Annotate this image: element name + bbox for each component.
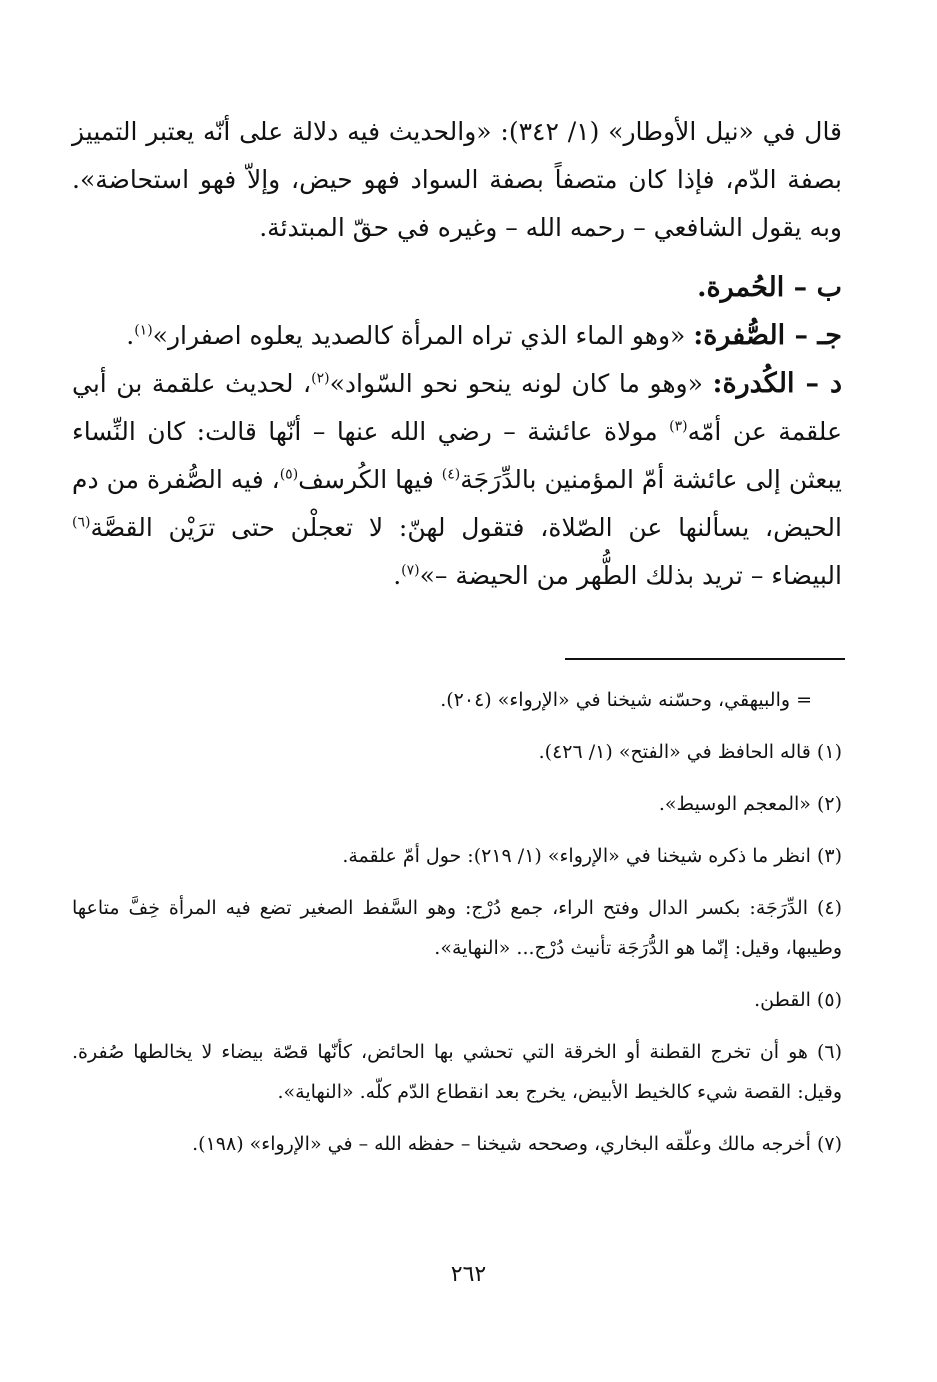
paragraph-kudra — [72, 360, 842, 600]
kudra-hadith-part-1: ، لحديث علقمة بن أبي علقمة عن أمّه — [72, 369, 842, 446]
page-number: ٢٦٢ — [450, 1262, 487, 1287]
footnote-6: (٦) هو أن تخرج القطنة أو الخرقة التي تحشي بها الحائض، كأنّها قصّة بيضاء لا يخالطها صُفرة. وقيل: القصة شيء كالخيط الأبيض، يخرج بعد انقطاع الدّم كلّه. «النهاية». — [72, 1041, 842, 1103]
footnotes-section — [72, 680, 842, 1176]
footnote-ref-2[interactable]: (٢) — [311, 370, 330, 387]
footnote-2: (٢) «المعجم الوسيط». — [658, 793, 842, 815]
kudra-end: . — [393, 561, 402, 590]
paragraph-sufra — [72, 312, 842, 360]
sufra-definition: «وهو الماء الذي تراه المرأة كالصديد يعلوه اصفرار» — [152, 321, 686, 350]
footnote-ref-1[interactable]: (١) — [134, 322, 153, 339]
kudra-hadith-part-5: البيضاء – تريد بذلك الطُّهر من الحيضة –» — [419, 561, 842, 590]
term-sufra: جـ – الصُّفرة: — [693, 320, 842, 351]
kudra-hadith-part-3: فيها الكُرسف — [298, 465, 442, 494]
paragraph-nayl-al-awtar: قال في «نيل الأوطار» (١/ ٣٤٢): «والحديث فيه دلالة على أنّه يعتبر التمييز بصفة الدّم، فإذا كان متصفاً بصفة السواد فهو حيض، وإلاّ فهو استحاضة». وبه يقول الشافعي – رحمه الله – وغيره في حقّ المبتدئة. — [72, 117, 843, 242]
footnote-continuation: = والبيهقي، وحسّنه شيخنا في «الإرواء» (٢٠٤). — [440, 689, 812, 711]
footnote-1: (١) قاله الحافظ في «الفتح» (١/ ٤٢٦). — [538, 741, 842, 763]
footnote-ref-4[interactable]: (٤) — [441, 466, 461, 483]
footnote-ref-7[interactable]: (٧) — [401, 562, 420, 579]
sufra-end: . — [126, 321, 135, 350]
footnote-ref-6[interactable]: (٦) — [72, 514, 91, 531]
footnote-ref-5[interactable]: (٥) — [279, 466, 299, 483]
kudra-hadith-part-4: ، فيه الصُّفرة من دم الحيض، يسألنها عن الصّلاة، فتقول لهنّ: لا تعجلْن حتى ترَيْن القصَّة — [72, 465, 842, 542]
heading-humra: ب – الحُمرة. — [697, 272, 842, 303]
footnote-7: (٧) أخرجه مالك وعلّقه البخاري، وصححه شيخنا – حفظه الله – في «الإرواء» (١٩٨). — [192, 1133, 842, 1155]
footnote-5: (٥) القطن. — [754, 989, 842, 1011]
footnote-ref-3[interactable]: (٣) — [669, 418, 688, 435]
kudra-hadith-part-2: مولاة عائشة – رضي الله عنها – أنّها قالت: كان النِّساء يبعثن إلى عائشة أمّ المؤمنين بالدِّرَجَة — [72, 417, 842, 494]
main-text — [72, 108, 842, 600]
term-kudra: د – الكُدرة: — [712, 368, 842, 399]
footnote-3: (٣) انظر ما ذكره شيخنا في «الإرواء» (١/ ٢١٩): حول أمّ علقمة. — [342, 845, 842, 867]
footnote-divider — [565, 658, 845, 660]
kudra-definition: «وهو ما كان لونه ينحو نحو السّواد» — [329, 369, 703, 398]
footnote-4: (٤) الدِّرَجَة: بكسر الدال وفتح الراء، جمع دُرْج: وهو السَّفط الصغير تضع فيه المرأة خِفَّ متاعها وطيبها، وقيل: إنّما هو الدُّرَجَة تأنيث دُرْج... «النهاية». — [72, 897, 842, 959]
